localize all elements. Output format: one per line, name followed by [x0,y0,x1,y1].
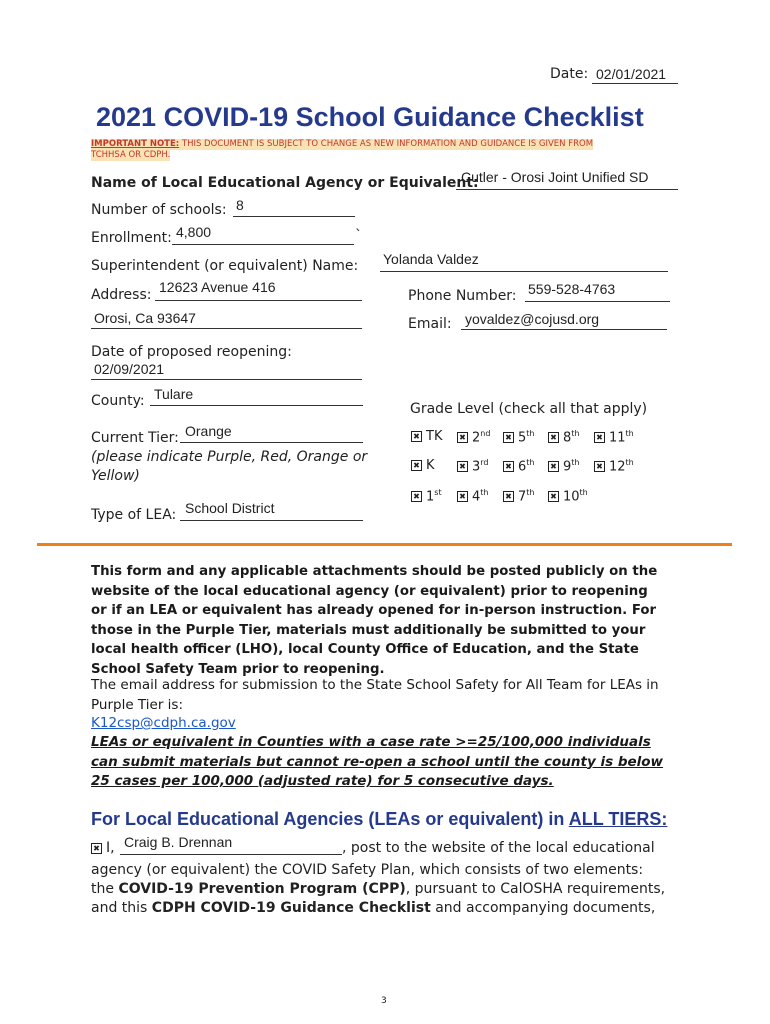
address-line2-field[interactable]: Orosi, Ca 93647 [94,310,196,326]
lea-name-label: Name of Local Educational Agency or Equivalent: [91,175,479,191]
checkbox-checked-icon[interactable]: ✖ [548,432,559,443]
line3-post: , pursuant to CalOSHA requirements, [405,881,666,897]
phone-field[interactable]: 559-528-4763 [528,281,616,297]
grade-checkbox-2[interactable] [457,429,490,445]
schools-field[interactable]: 8 [236,197,244,213]
grade-checkbox-10[interactable] [548,488,588,504]
grade-checkbox-4[interactable] [457,488,489,504]
signer-text: , post to the website of the local educational [342,840,655,856]
heading-all-tiers: ALL TIERS: [568,809,668,829]
grade-label: 10 [563,489,580,505]
grade-checkbox-1[interactable] [411,488,442,504]
email-label: Email: [408,316,452,332]
checkbox-checked-icon[interactable]: ✖ [503,491,514,502]
grade-checkbox-6[interactable] [503,458,535,474]
lea-type-field[interactable]: School District [185,500,275,516]
important-note-line2: TCHHSA OR CDPH. [91,150,171,160]
reopening-underline [91,379,362,380]
grade-label: 7 [518,489,527,505]
important-note-label: IMPORTANT NOTE: [91,139,180,149]
grade-checkbox-9[interactable] [548,458,580,474]
enrollment-tick: ` [355,228,362,244]
signer-row [91,840,115,856]
grade-label: 8 [563,430,572,446]
grade-suffix: st [434,488,442,497]
tier-field[interactable]: Orange [185,423,232,439]
checkbox-checked-icon[interactable]: ✖ [411,431,422,442]
section-line2: agency (or equivalent) the COVID Safety Plan, which consists of two elements: [91,862,644,878]
posting-instructions: This form and any applicable attachments should be posted publicly on the website of the local educational agency (or equivalent) prior to reopening or if an LEA or equivalent has already opened for in-person instruction. For those in the Purple Tier, materials must additionally be submitted to your local health officer (LHO), local County Office of Education, and the State School Safety Team prior to reopening. [91,564,658,677]
lea-type-underline [180,520,363,521]
tier-hint-line1: (please indicate Purple, Red, Orange or [91,449,368,465]
address-line2-underline [91,328,362,329]
superintendent-field[interactable]: Yolanda Valdez [383,251,479,267]
grade-checkbox-5[interactable] [503,429,535,445]
checkbox-checked-icon[interactable]: ✖ [411,460,422,471]
grade-label: TK [426,429,443,444]
heading-prefix: For Local Educational Agencies (LEAs or equivalent) in [91,809,569,829]
line4-post: and accompanying documents, [430,900,656,916]
county-field[interactable]: Tulare [154,386,194,402]
checkbox-checked-icon[interactable]: ✖ [457,432,468,443]
tier-hint-line2: Yellow) [91,468,140,484]
checkbox-checked-icon[interactable]: ✖ [411,491,422,502]
grade-label: 12 [609,459,626,475]
submission-email-link[interactable]: K12csp@cdph.ca.gov [91,715,236,731]
phone-label: Phone Number: [408,288,517,304]
email-underline [461,329,667,330]
grade-label: 9 [563,459,572,475]
grade-checkbox-8[interactable] [548,429,580,445]
address-label: Address: [91,287,152,303]
cpp-term: COVID-19 Prevention Program (CPP) [118,881,406,897]
schools-label: Number of schools: [91,202,227,218]
email-field[interactable]: yovaldez@cojusd.org [465,311,600,327]
section-line3 [91,881,665,897]
signer-name-field[interactable]: Craig B. Drennan [124,834,233,850]
tier-label: Current Tier: [91,430,179,446]
enrollment-underline [172,244,354,245]
grade-level-label: Grade Level (check all that apply) [410,401,648,417]
checkbox-checked-icon[interactable]: ✖ [548,491,559,502]
line4-pre: and this [91,900,152,916]
grade-label: K [426,458,435,473]
reopening-label: Date of proposed reopening: [91,344,292,360]
grade-suffix: th [526,458,535,467]
case-rate-warning: LEAs or equivalent in Counties with a case rate >=25/100,000 individuals can submit materials but cannot re-open a school until the county is below 25 cases per 100,000 (adjusted rate) for 5 consecutive days. [91,734,664,789]
grade-label: 6 [518,459,527,475]
section-line4 [91,900,655,916]
checkbox-checked-icon[interactable]: ✖ [457,461,468,472]
checkbox-checked-icon[interactable]: ✖ [503,461,514,472]
grade-label: 11 [609,430,626,446]
grade-checkbox-k[interactable] [411,458,435,473]
section-divider [37,543,732,546]
grade-suffix: th [571,458,580,467]
date-value[interactable]: 02/01/2021 [596,66,667,82]
page-title: 2021 COVID-19 School Guidance Checklist [96,102,644,132]
lea-name-field[interactable]: Cutler - Orosi Joint Unified SD [461,169,649,185]
address-line1-field[interactable]: 12623 Avenue 416 [159,279,276,295]
line3-pre: the [91,881,119,897]
grade-label: 4 [472,489,481,505]
phone-underline [525,301,670,302]
important-note-line1 [91,139,593,150]
grade-suffix: th [625,429,634,438]
grade-label: 5 [518,430,527,446]
page-number: 3 [381,996,387,1006]
grade-label: 1 [426,489,435,505]
superintendent-underline [380,271,668,272]
grade-suffix: th [625,458,634,467]
submission-info: The email address for submission to the State School Safety for All Team for LEAs in Purple Tier is: [91,677,659,713]
grade-checkbox-11[interactable] [594,429,634,445]
superintendent-label: Superintendent (or equivalent) Name: [91,258,359,274]
checkbox-checked-icon[interactable]: ✖ [457,491,468,502]
checkbox-checked-icon[interactable]: ✖ [548,461,559,472]
signer-checkbox[interactable]: ✖ [91,843,102,854]
county-underline [150,405,363,406]
grade-checkbox-3[interactable] [457,458,489,474]
grade-checkbox-tk[interactable] [411,429,442,444]
submission-email-row [91,714,666,734]
checklist-term: CDPH COVID-19 Guidance Checklist [151,900,431,916]
grade-checkbox-12[interactable] [594,458,634,474]
signer-prefix: I, [106,840,115,856]
checkbox-checked-icon[interactable]: ✖ [594,432,605,443]
county-label: County: [91,393,145,409]
grade-checkbox-7[interactable] [503,488,535,504]
enrollment-field[interactable]: 4,800 [176,224,212,240]
grade-suffix: th [480,488,489,497]
enrollment-label: Enrollment: [91,230,172,246]
grade-suffix: th [526,429,535,438]
lea-type-label: Type of LEA: [91,507,177,523]
signer-underline [120,854,342,855]
lea-name-underline [456,189,678,190]
tier-underline [180,442,363,443]
date-label: Date: [550,66,589,82]
grade-suffix: th [571,429,580,438]
grade-suffix: nd [480,429,491,438]
date-underline [592,83,678,84]
reopening-field[interactable]: 02/09/2021 [94,361,165,377]
grade-label: 2 [472,430,481,446]
all-tiers-heading [91,809,667,830]
address-line1-underline [155,300,362,301]
grade-suffix: rd [480,458,489,467]
checkbox-checked-icon[interactable]: ✖ [594,461,605,472]
grade-suffix: th [526,488,535,497]
checkbox-checked-icon[interactable]: ✖ [503,432,514,443]
grade-label: 3 [472,459,481,475]
grade-suffix: th [579,488,588,497]
schools-underline [233,216,355,217]
important-note-text: THIS DOCUMENT IS SUBJECT TO CHANGE AS NEW INFORMATION AND GUIDANCE IS GIVEN FROM [179,139,594,149]
